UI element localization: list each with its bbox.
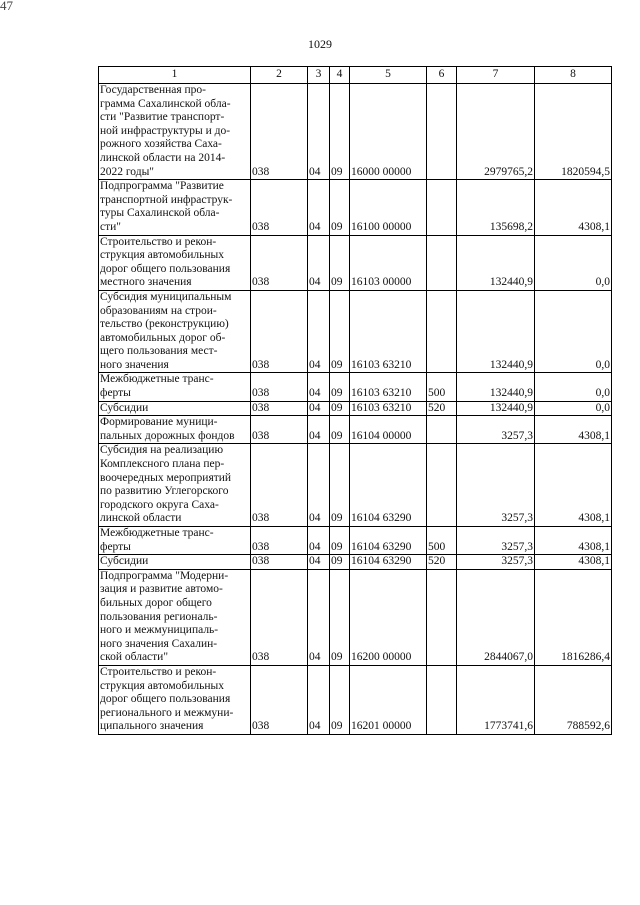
table-row (99, 84, 612, 180)
expense-type-cell (427, 665, 457, 734)
target-article-cell: 16200 00000 (350, 569, 427, 665)
amount-cell: 132440,9 (457, 373, 535, 401)
amount-cell: 135698,2 (457, 180, 535, 235)
column-header: 3 (308, 67, 330, 84)
row-name-line: зация и развитие автомо- (100, 583, 223, 596)
row-name-line: линской области на 2014- (100, 151, 226, 164)
row-name-cell (99, 180, 251, 235)
row-name-line: образованиям на строи- (100, 304, 217, 317)
expense-type-cell (427, 235, 457, 290)
subsection-cell: 09 (330, 416, 350, 444)
code-cell: 038 (251, 290, 308, 373)
row-name-line: рожного хозяйства Саха- (100, 138, 222, 151)
table-row (99, 665, 612, 734)
code-cell: 038 (251, 555, 308, 570)
code-cell: 038 (251, 416, 308, 444)
table-row (99, 373, 612, 401)
row-name-line: туры Сахалинской обла- (100, 207, 220, 220)
section-cell: 04 (308, 527, 330, 555)
row-name-line: Подпрограмма "Развитие (100, 180, 224, 193)
amount-cell: 0,0 (535, 373, 612, 401)
subsection-cell: 09 (330, 235, 350, 290)
amount-cell: 788592,6 (535, 665, 612, 734)
budget-table (98, 66, 612, 735)
row-name-line: городского округа Саха- (100, 498, 219, 511)
target-article-cell: 16103 63210 (350, 290, 427, 373)
row-name-line: автомобильных дорог об- (100, 331, 226, 344)
expense-type-cell: 520 (427, 401, 457, 416)
row-name-line: по развитию Углегорского (100, 485, 229, 498)
subsection-cell: 09 (330, 665, 350, 734)
amount-cell: 4308,1 (535, 416, 612, 444)
amount-cell: 132440,9 (457, 290, 535, 373)
section-cell: 04 (308, 401, 330, 416)
row-name-line: воочередных мероприятий (100, 471, 232, 484)
code-cell: 038 (251, 569, 308, 665)
section-cell: 04 (308, 290, 330, 373)
row-name-line: бильных дорог общего (100, 596, 212, 609)
row-name-line: струкция автомобильных (100, 249, 224, 262)
column-header: 8 (535, 67, 612, 84)
section-cell: 04 (308, 416, 330, 444)
corner-mark: 47 (0, 0, 13, 13)
section-cell: 04 (308, 373, 330, 401)
subsection-cell: 09 (330, 527, 350, 555)
row-name-line: 2022 годы" (100, 165, 154, 178)
row-name-cell (99, 665, 251, 734)
row-name-line: ного значения (100, 358, 169, 371)
amount-cell: 3257,3 (457, 444, 535, 527)
section-cell: 04 (308, 235, 330, 290)
column-header: 6 (427, 67, 457, 84)
row-name-line: Формирование муници- (100, 416, 218, 429)
expense-type-cell (427, 569, 457, 665)
row-name-line: сти" (100, 220, 121, 233)
row-name-line: сти "Развитие транспорт- (100, 111, 225, 124)
subsection-cell: 09 (330, 569, 350, 665)
row-name-line: Строительство и рекон- (100, 665, 217, 678)
amount-cell: 132440,9 (457, 401, 535, 416)
subsection-cell: 09 (330, 444, 350, 527)
table-row (99, 235, 612, 290)
row-name-line: Субсидия муниципальным (100, 290, 232, 303)
amount-cell: 3257,3 (457, 527, 535, 555)
subsection-cell: 09 (330, 180, 350, 235)
code-cell: 038 (251, 444, 308, 527)
target-article-cell: 16201 00000 (350, 665, 427, 734)
column-header: 4 (330, 67, 350, 84)
table-row (99, 569, 612, 665)
expense-type-cell (427, 84, 457, 180)
page-number: 1029 (308, 37, 332, 51)
section-cell: 04 (308, 444, 330, 527)
target-article-cell: 16104 00000 (350, 416, 427, 444)
row-name-line: ферты (100, 540, 131, 553)
subsection-cell: 09 (330, 555, 350, 570)
subsection-cell: 09 (330, 401, 350, 416)
row-name-line: ной инфраструктуры и до- (100, 124, 231, 137)
row-name-line: линской области (100, 512, 182, 525)
subsection-cell: 09 (330, 373, 350, 401)
table-row (99, 416, 612, 444)
table-row (99, 527, 612, 555)
code-cell: 038 (251, 235, 308, 290)
section-cell: 04 (308, 84, 330, 180)
row-name-line: транспортной инфраструк- (100, 193, 233, 206)
row-name-line: Государственная про- (100, 84, 207, 96)
expense-type-cell: 520 (427, 555, 457, 570)
table-row (99, 444, 612, 527)
row-name-cell (99, 401, 251, 416)
row-name-line: ферты (100, 387, 131, 400)
row-name-line: Подпрограмма "Модерни- (100, 569, 229, 582)
amount-cell: 1820594,5 (535, 84, 612, 180)
expense-type-cell (427, 416, 457, 444)
subsection-cell: 09 (330, 290, 350, 373)
target-article-cell: 16103 63210 (350, 401, 427, 416)
row-name-cell (99, 416, 251, 444)
row-name-line: струкция автомобильных (100, 679, 224, 692)
code-cell: 038 (251, 180, 308, 235)
target-article-cell: 16104 63290 (350, 555, 427, 570)
section-cell: 04 (308, 555, 330, 570)
row-name-line: пальных дорожных фондов (100, 429, 235, 442)
expense-type-cell (427, 180, 457, 235)
amount-cell: 1773741,6 (457, 665, 535, 734)
amount-cell: 3257,3 (457, 555, 535, 570)
code-cell: 038 (251, 665, 308, 734)
target-article-cell: 16100 00000 (350, 180, 427, 235)
row-name-line: пользования региональ- (100, 610, 218, 623)
row-name-line: Строительство и рекон- (100, 235, 217, 248)
header-row (99, 67, 612, 84)
code-cell: 038 (251, 373, 308, 401)
row-name-line: щего пользования мест- (100, 345, 218, 358)
table-row (99, 180, 612, 235)
row-name-line: Межбюджетные транс- (100, 373, 214, 386)
row-name-line: Межбюджетные транс- (100, 527, 214, 539)
expense-type-cell (427, 290, 457, 373)
row-name-line: тельство (реконструкцию) (100, 318, 229, 331)
row-name-line: Комплексного плана пер- (100, 458, 225, 471)
code-cell: 038 (251, 401, 308, 416)
column-header: 2 (251, 67, 308, 84)
row-name-line: ного значения Сахалин- (100, 637, 218, 650)
amount-cell: 2844067,0 (457, 569, 535, 665)
amount-cell: 3257,3 (457, 416, 535, 444)
target-article-cell: 16000 00000 (350, 84, 427, 180)
section-cell: 04 (308, 665, 330, 734)
column-header: 1 (99, 67, 251, 84)
section-cell: 04 (308, 180, 330, 235)
row-name-line: грамма Сахалинской обла- (100, 97, 231, 110)
row-name-cell (99, 444, 251, 527)
amount-cell: 4308,1 (535, 444, 612, 527)
target-article-cell: 16104 63290 (350, 444, 427, 527)
code-cell: 038 (251, 527, 308, 555)
row-name-line: Субсидии (100, 555, 149, 568)
column-header: 5 (350, 67, 427, 84)
amount-cell: 0,0 (535, 401, 612, 416)
row-name-line: дорог общего пользования (100, 262, 231, 275)
row-name-cell (99, 373, 251, 401)
amount-cell: 2979765,2 (457, 84, 535, 180)
table-row (99, 401, 612, 416)
amount-cell: 4308,1 (535, 180, 612, 235)
expense-type-cell: 500 (427, 527, 457, 555)
amount-cell: 0,0 (535, 235, 612, 290)
row-name-cell (99, 290, 251, 373)
expense-type-cell (427, 444, 457, 527)
row-name-line: дорог общего пользования (100, 693, 231, 706)
amount-cell: 4308,1 (535, 555, 612, 570)
row-name-cell (99, 84, 251, 180)
subsection-cell: 09 (330, 84, 350, 180)
target-article-cell: 16103 63210 (350, 373, 427, 401)
row-name-line: ного и межмуниципаль- (100, 624, 219, 637)
table-row (99, 555, 612, 570)
code-cell: 038 (251, 84, 308, 180)
row-name-cell (99, 235, 251, 290)
row-name-cell (99, 569, 251, 665)
column-header: 7 (457, 67, 535, 84)
row-name-line: регионального и межмуни- (100, 706, 234, 719)
amount-cell: 1816286,4 (535, 569, 612, 665)
target-article-cell: 16104 63290 (350, 527, 427, 555)
target-article-cell: 16103 00000 (350, 235, 427, 290)
amount-cell: 132440,9 (457, 235, 535, 290)
row-name-line: Субсидия на реализацию (100, 444, 224, 457)
amount-cell: 0,0 (535, 290, 612, 373)
row-name-cell (99, 555, 251, 570)
row-name-line: ципального значения (100, 720, 204, 733)
row-name-line: Субсидии (100, 401, 149, 414)
expense-type-cell: 500 (427, 373, 457, 401)
amount-cell: 4308,1 (535, 527, 612, 555)
row-name-cell (99, 527, 251, 555)
row-name-line: местного значения (100, 276, 192, 289)
table-row (99, 290, 612, 373)
row-name-line: ской области" (100, 651, 169, 664)
section-cell: 04 (308, 569, 330, 665)
